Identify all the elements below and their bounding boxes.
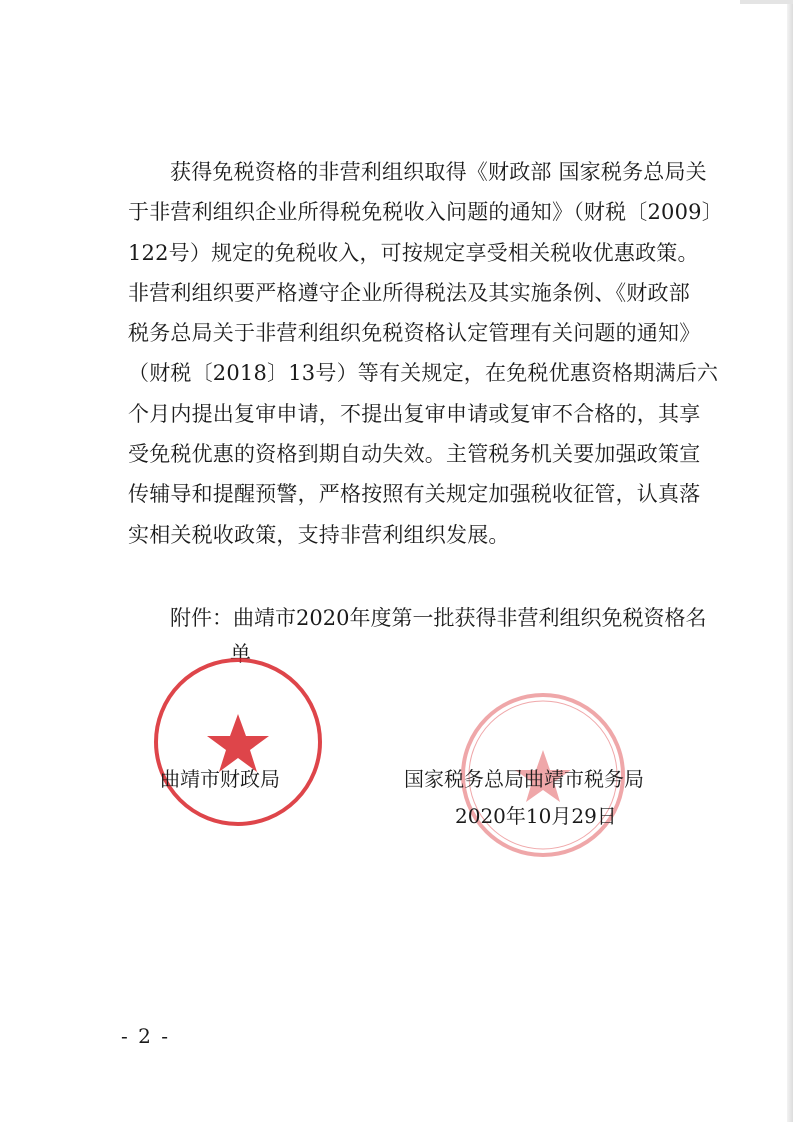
attachment-line-continued: 单 bbox=[230, 642, 251, 666]
scan-edge-shadow bbox=[787, 0, 793, 1122]
paragraph-line: 非营利组织要严格遵守企业所得税法及其实施条例、《财政部 bbox=[128, 280, 690, 305]
paragraph-line: （财税〔2018〕13号）等有关规定，在免税优惠资格期满后六 bbox=[128, 361, 719, 386]
paragraph-line: 实相关税收政策，支持非营利组织发展。 bbox=[128, 522, 510, 547]
paragraph-line: 获得免税资格的非营利组织取得《财政部 国家税务总局关 bbox=[170, 160, 707, 184]
signer-tax-bureau: 国家税务总局曲靖市税务局 bbox=[404, 767, 644, 791]
paragraph-line: 传辅导和提醒预警，严格按照有关规定加强税收征管，认真落 bbox=[128, 482, 701, 507]
scan-edge-mark bbox=[740, 0, 793, 4]
document-date: 2020年10月29日 bbox=[455, 804, 617, 828]
paragraph-line: 于非营利组织企业所得税免税收入问题的通知》（财税〔2009〕 bbox=[128, 200, 723, 225]
attachment-line: 附件：曲靖市2020年度第一批获得非营利组织免税资格名 bbox=[170, 606, 707, 630]
paragraph-line: 受免税优惠的资格到期自动失效。主管税务机关要加强政策宣 bbox=[128, 442, 701, 467]
paragraph-line: 个月内提出复审申请，不提出复审申请或复审不合格的，其享 bbox=[128, 401, 701, 426]
signer-finance-bureau: 曲靖市财政局 bbox=[160, 767, 280, 791]
main-paragraph bbox=[128, 152, 723, 555]
paragraph-line: 税务总局关于非营利组织免税资格认定管理有关问题的通知》 bbox=[128, 321, 701, 346]
paragraph-line: 122号）规定的免税收入，可按规定享受相关税收优惠政策。 bbox=[128, 240, 699, 265]
page-number: - 2 - bbox=[121, 1024, 170, 1048]
finance-bureau-seal bbox=[152, 656, 324, 828]
